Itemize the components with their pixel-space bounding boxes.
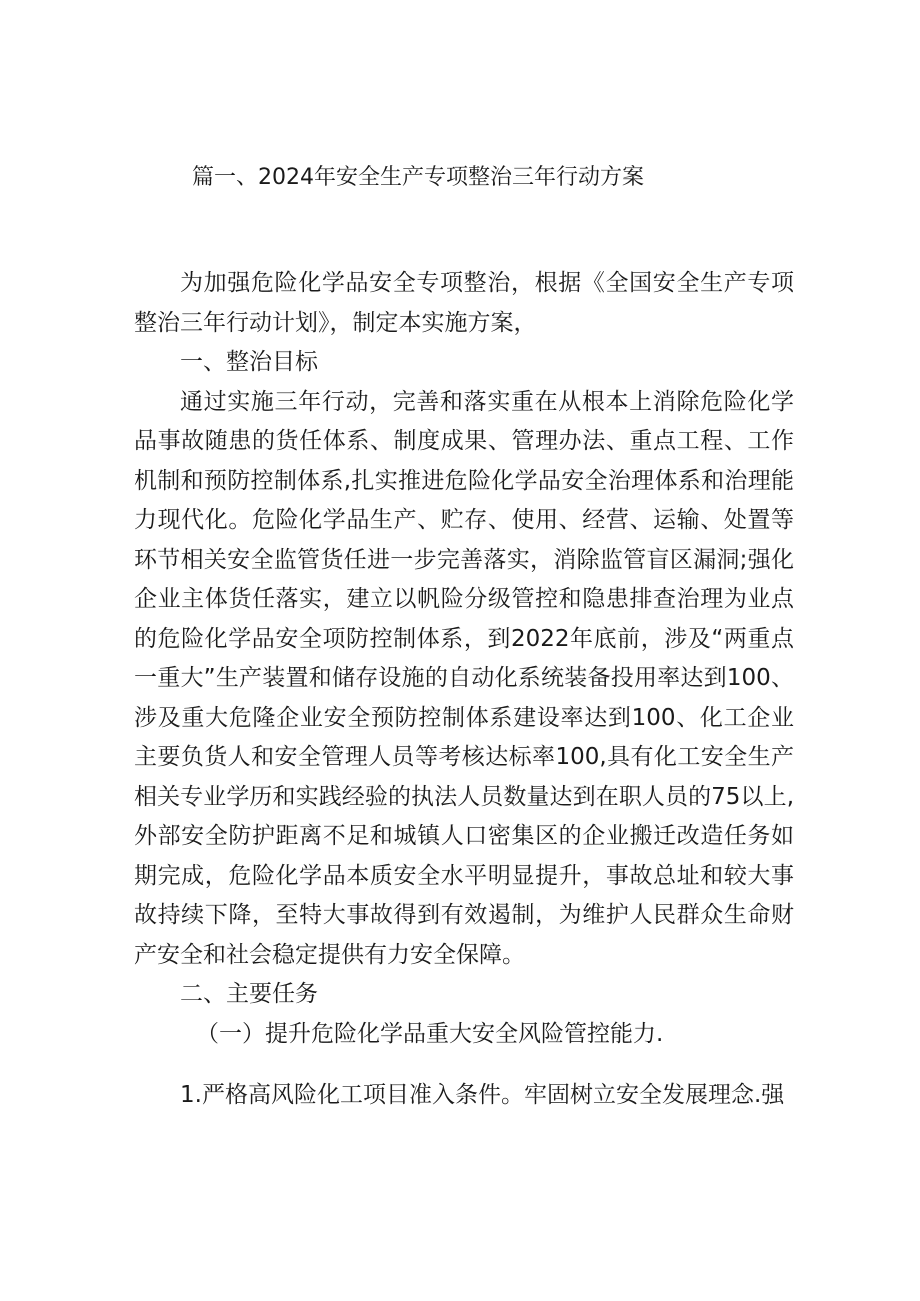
- subsection-heading-risk-control: （一）提升危险化学品重大安全风险管控能力.: [196, 1020, 664, 1047]
- section-heading-goals: 一、整治目标: [180, 349, 318, 375]
- goals-paragraph: 通过实施三年行动，完善和落实重在从根本上消除危险化学品事故随患的货任体系、制度成果、管理办法、重点工程、工作机制和预防控制体系,扎实推进危险化学品安全治理体系和治理能力现代化。危险化学品生产、贮存、使用、经营、运输、处置等环节相关安全监管货任进一步完善落实，消除监管盲区漏洞;强化企业主体货任落实，建立以帆险分级管控和隐患排查治理为业点的危险化学品安全项防控制体系，到2022年底前，涉及“两重点一重大”生产装置和储存设施的自动化系统装备投用率达到100、涉及重大危隆企业安全预防控制体系建设率达到100、化工企业主要负货人和安全管理人员等考核达标率100,具有化工安全生产相关专业学历和实践经验的执法人员数量达到在职人员的75以上,外部安全防护距离不足和城镇人口密集区的企业搬迁改造任务如期完成，危险化学品本质安全水平明显提升，事故总址和较大事故持续下降，至特大事故得到有效遏制，为维护人民群众生命财产安全和社会稳定提供有力安全保障。: [134, 388, 794, 968]
- intro-paragraph: 为加强危险化学品安全专项整治，根据《全国安全生产专项整治三年行动计划》，制定本实施方案，: [134, 270, 794, 336]
- document-title: 篇一、2024年安全生产专项整治三年行动方案: [192, 165, 644, 190]
- task-item-1: 1.严格高风险化工项目准入条件。牢固树立安全发展理念.强: [180, 1082, 785, 1108]
- section-heading-tasks: 二、主要任务: [180, 981, 318, 1007]
- document-body: [134, 264, 794, 1116]
